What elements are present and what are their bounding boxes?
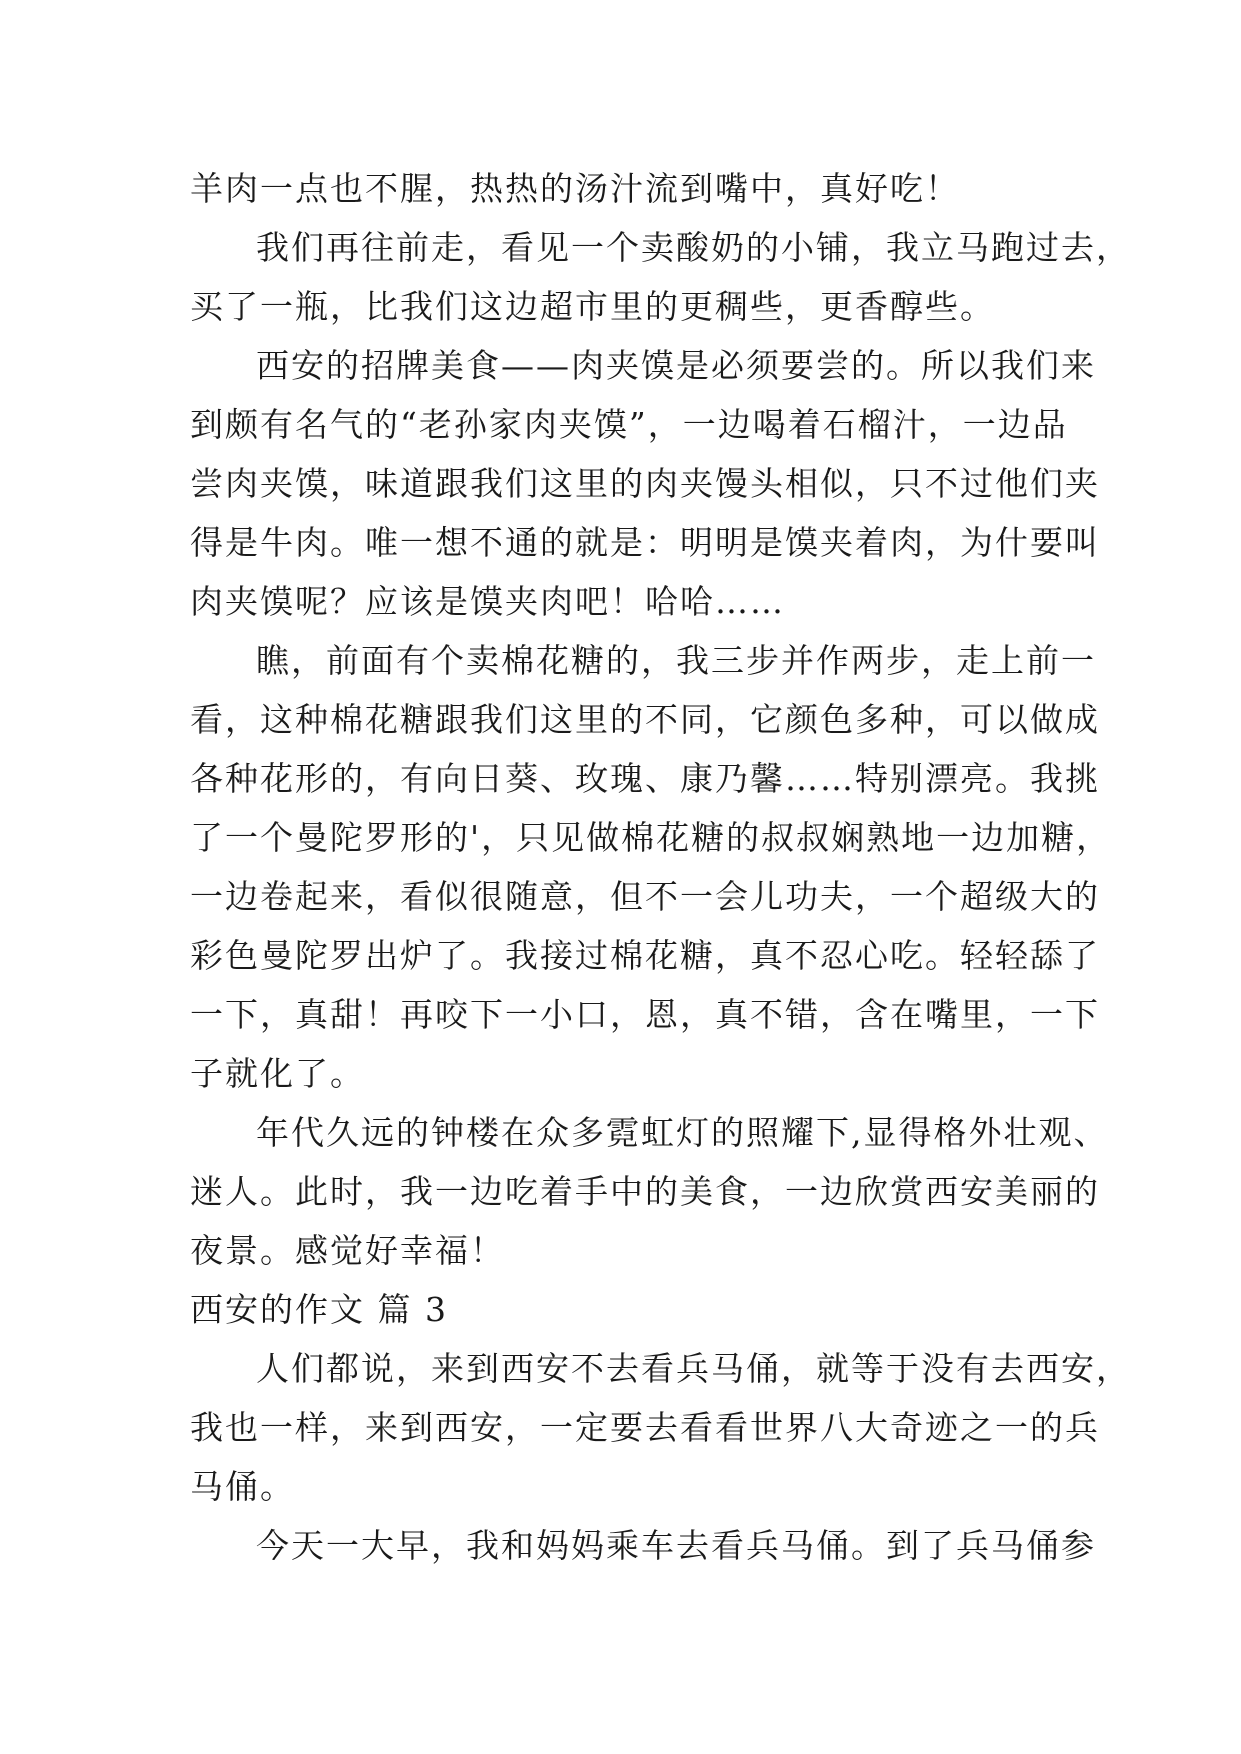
text-line: 了一个曼陀罗形的'，只见做棉花糖的叔叔娴熟地一边加糖， — [190, 818, 1112, 857]
paragraph — [190, 631, 1112, 1103]
text-line: 瞧，前面有个卖棉花糖的，我三步并作两步，走上前一 — [256, 641, 1096, 680]
text-line: 彩色曼陀罗出炉了。我接过棉花糖，真不忍心吃。轻轻舔了 — [190, 936, 1100, 975]
text-line: 迷人。此时，我一边吃着手中的美食，一边欣赏西安美丽的 — [190, 1172, 1100, 1211]
text-line: 一边卷起来，看似很随意，但不一会儿功夫，一个超级大的 — [190, 877, 1100, 916]
paragraph — [190, 1516, 1096, 1575]
text-line: 肉夹馍呢？应该是馍夹肉吧！哈哈…… — [190, 582, 785, 621]
text-line: 羊肉一点也不腥，热热的汤汁流到嘴中，真好吃！ — [190, 169, 960, 208]
paragraph — [190, 1103, 1109, 1280]
text-line: 马俑。 — [190, 1467, 295, 1506]
paragraph — [190, 1339, 1131, 1516]
text-line: 我也一样，来到西安，一定要去看看世界八大奇迹之一的兵 — [190, 1408, 1100, 1447]
text-line: 看，这种棉花糖跟我们这里的不同，它颜色多种，可以做成 — [190, 700, 1100, 739]
text-line: 各种花形的，有向日葵、玫瑰、康乃馨……特别漂亮。我挑 — [190, 759, 1100, 798]
document-body — [190, 159, 1131, 1575]
paragraphs-after-heading — [190, 1339, 1131, 1575]
paragraph — [190, 218, 1131, 336]
text-line: 子就化了。 — [190, 1054, 365, 1093]
text-line: 西安的招牌美食——肉夹馍是必须要尝的。所以我们来 — [256, 346, 1096, 385]
text-line: 今天一大早，我和妈妈乘车去看兵马俑。到了兵马俑参 — [256, 1526, 1096, 1565]
paragraph — [190, 159, 1050, 218]
paragraph — [190, 336, 1100, 631]
text-line: 一下，真甜！再咬下一小口，恩，真不错，含在嘴里，一下 — [190, 995, 1100, 1034]
text-line: 到颇有名气的“老孙家肉夹馍”，一边喝着石榴汁，一边品 — [190, 405, 1068, 444]
text-line: 得是牛肉。唯一想不通的就是：明明是馍夹着肉，为什要叫 — [190, 523, 1100, 562]
text-line: 买了一瓶，比我们这边超市里的更稠些，更香醇些。 — [190, 287, 995, 326]
paragraphs-before-heading — [190, 159, 1131, 1280]
section-heading: 西安的作文 篇 3 — [190, 1290, 448, 1329]
text-line: 我们再往前走，看见一个卖酸奶的小铺，我立马跑过去， — [256, 228, 1131, 267]
text-line: 尝肉夹馍，味道跟我们这里的肉夹馒头相似，只不过他们夹 — [190, 464, 1100, 503]
text-line: 年代久远的钟楼在众多霓虹灯的照耀下,显得格外壮观、 — [256, 1113, 1109, 1152]
text-line: 夜景。感觉好幸福！ — [190, 1231, 505, 1270]
text-line: 人们都说，来到西安不去看兵马俑，就等于没有去西安， — [256, 1349, 1131, 1388]
